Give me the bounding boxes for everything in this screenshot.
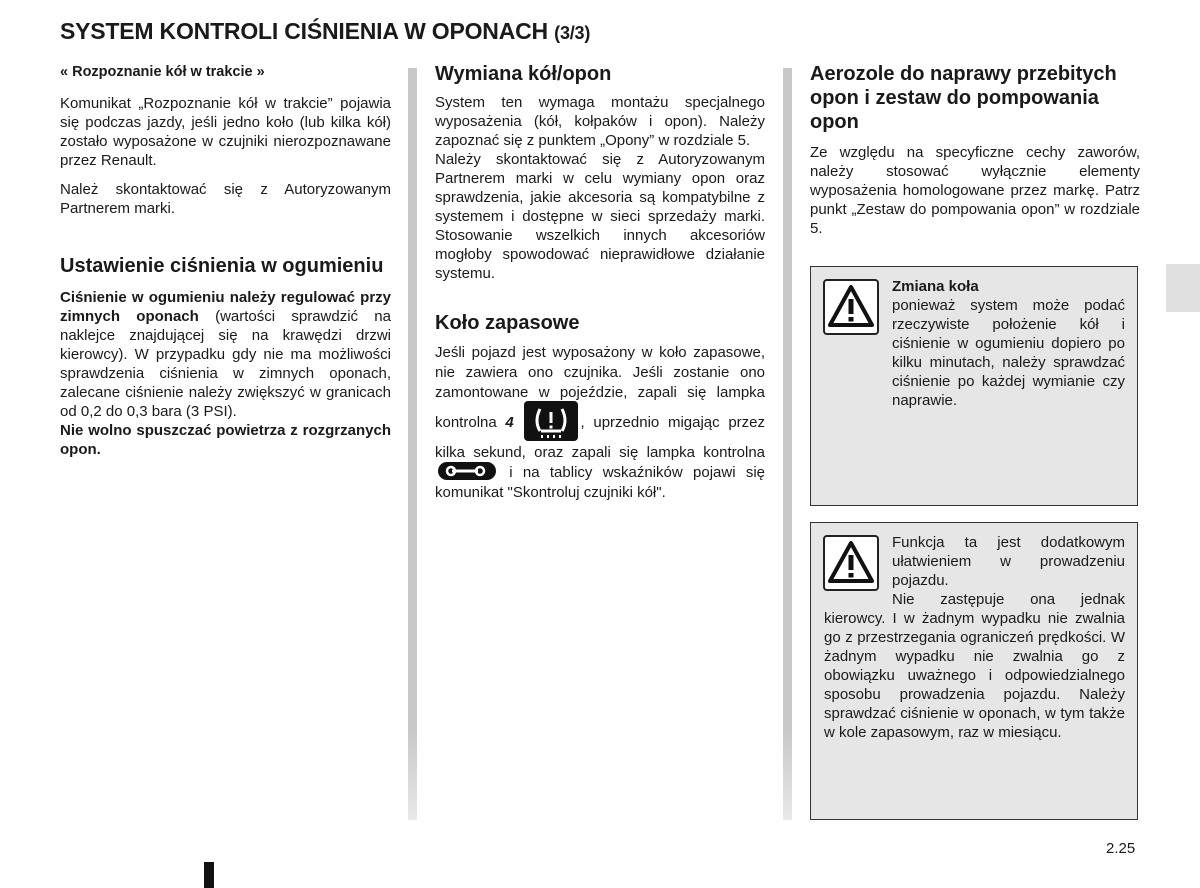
- section-heading-wheel-change: Wymiana kół/opon: [435, 63, 612, 85]
- paragraph: System ten wymaga montażu specjalnego wyposażenia (kół, kołpaków i opon). Należy zapoznać się z punktem „Opony” w rozdziale 5.: [435, 94, 765, 149]
- warning-title: Zmiana koła: [892, 278, 979, 295]
- paragraph-text: , uprzednio migając przez kilka sekund, oraz zapali się lampka kontrolna: [435, 413, 766, 461]
- wrench-icon: [438, 462, 496, 480]
- warning-body-text: ponieważ system może podać rzeczywiste położenie kół i ciśnienie w ogumieniu dopiero po kilku minutach, należy sprawdzać ciśnienie po każdej wymianie czy naprawie.: [892, 297, 1125, 409]
- section-heading-repair-kit: Aerozole do naprawy przebitych opon i zestaw do pompowania opon: [810, 63, 1117, 133]
- page-marker: [204, 862, 214, 888]
- column-separator: [783, 68, 792, 820]
- warning-text: [824, 533, 1125, 742]
- column-left: [60, 63, 391, 459]
- page-title-text: SYSTEM KONTROLI CIŚNIENIA W OPONACH: [60, 18, 548, 44]
- paragraph-text: Jeśli pojazd jest wyposażony w koło zapasowe, nie zawiera ono czujnika. Jeśli zostanie ono zamontowane w pojeździe, zapali się lampka kontrolna: [435, 344, 765, 431]
- paragraph: Należ skontaktować się z Autoryzowanym Partnerem marki.: [60, 181, 391, 217]
- warning-light-number: 4: [505, 413, 514, 431]
- section-heading-spare-wheel: Koło zapasowe: [435, 312, 580, 334]
- column-separator: [408, 68, 417, 820]
- warning-box-driving-aid: [810, 522, 1138, 820]
- warning-text: [824, 277, 1125, 409]
- paragraph-text: i na tablicy wskaźników pojawi się komunikat "Skontroluj czujniki kół".: [435, 464, 765, 501]
- paragraph: [435, 343, 765, 503]
- column-right: [810, 62, 1140, 238]
- paragraph: [60, 288, 391, 421]
- bold-text: Ciśnienie w ogumieniu należy regulować przy zimnych oponach: [60, 289, 391, 325]
- warning-body: [824, 296, 1125, 409]
- section-heading-wheel-recognition: « Rozpoznanie kół w trakcie »: [60, 64, 265, 80]
- paragraph: [60, 421, 391, 459]
- tyre-pressure-icon: [524, 401, 578, 441]
- page-number: 2.25: [1106, 840, 1136, 857]
- section-heading-pressure-setting: Ustawienie ciśnienia w ogumieniu: [60, 255, 384, 277]
- paragraph: Należy skontaktować się z Autoryzowanym Partnerem marki w celu wymiany opon oraz sprawdzenia, jakie akcesoria są kompatybilne z systemem i dostępne w sieci sprzedaży marki. Stosowanie wszelkich innych akcesoriów mogłoby spowodować nieprawidłowe działanie systemu.: [435, 151, 765, 282]
- warning-body: Nie zastępuje ona jednak kierowcy. I w żadnym wypadku nie zwalnia go z przestrzegania ograniczeń prędkości. W żadnym wypadku nie zwalnia go z obowiązku uważnego i odpowiedzialnego sposobu prowadzenia pojazdu. Należy sprawdzać ciśnienie w oponach, w tym także w kole zapasowym, raz w miesiącu.: [824, 591, 1125, 741]
- warning-body: Funkcja ta jest dodatkowym ułatwieniem w prowadzeniu pojazdu.: [892, 534, 1125, 589]
- paragraph: Komunikat „Rozpoznanie kół w trakcie” pojawia się podczas jazdy, jeśli jedno koło (lub kilka kół) zostało wyposażone w czujniki nierozpoznawane przez Renault.: [60, 95, 391, 169]
- page-title-part: (3/3): [554, 23, 591, 43]
- column-middle: [435, 62, 765, 503]
- chapter-tab: [1166, 264, 1200, 312]
- paragraph: Ze względu na specyficzne cechy zaworów, należy stosować wyłącznie elementy wyposażenia homologowane przez markę. Patrz punkt „Zestaw do pompowania opon” w rozdziale 5.: [810, 144, 1140, 237]
- warning-box-wheel-change: [810, 266, 1138, 506]
- bold-text: Nie wolno spuszczać powietrza z rozgrzanych opon.: [60, 422, 391, 458]
- page-title: [60, 18, 590, 45]
- paragraph-text: (wartości sprawdzić na naklejce znajdującej się na krawędzi drzwi kierowcy). W przypadku gdy nie ma możliwości sprawdzenia ciśnienia w zimnych oponach, zalecane ciśnienie należy zwiększyć w granicach od 0,2 do 0,3 bara (3 PSI).: [60, 308, 391, 420]
